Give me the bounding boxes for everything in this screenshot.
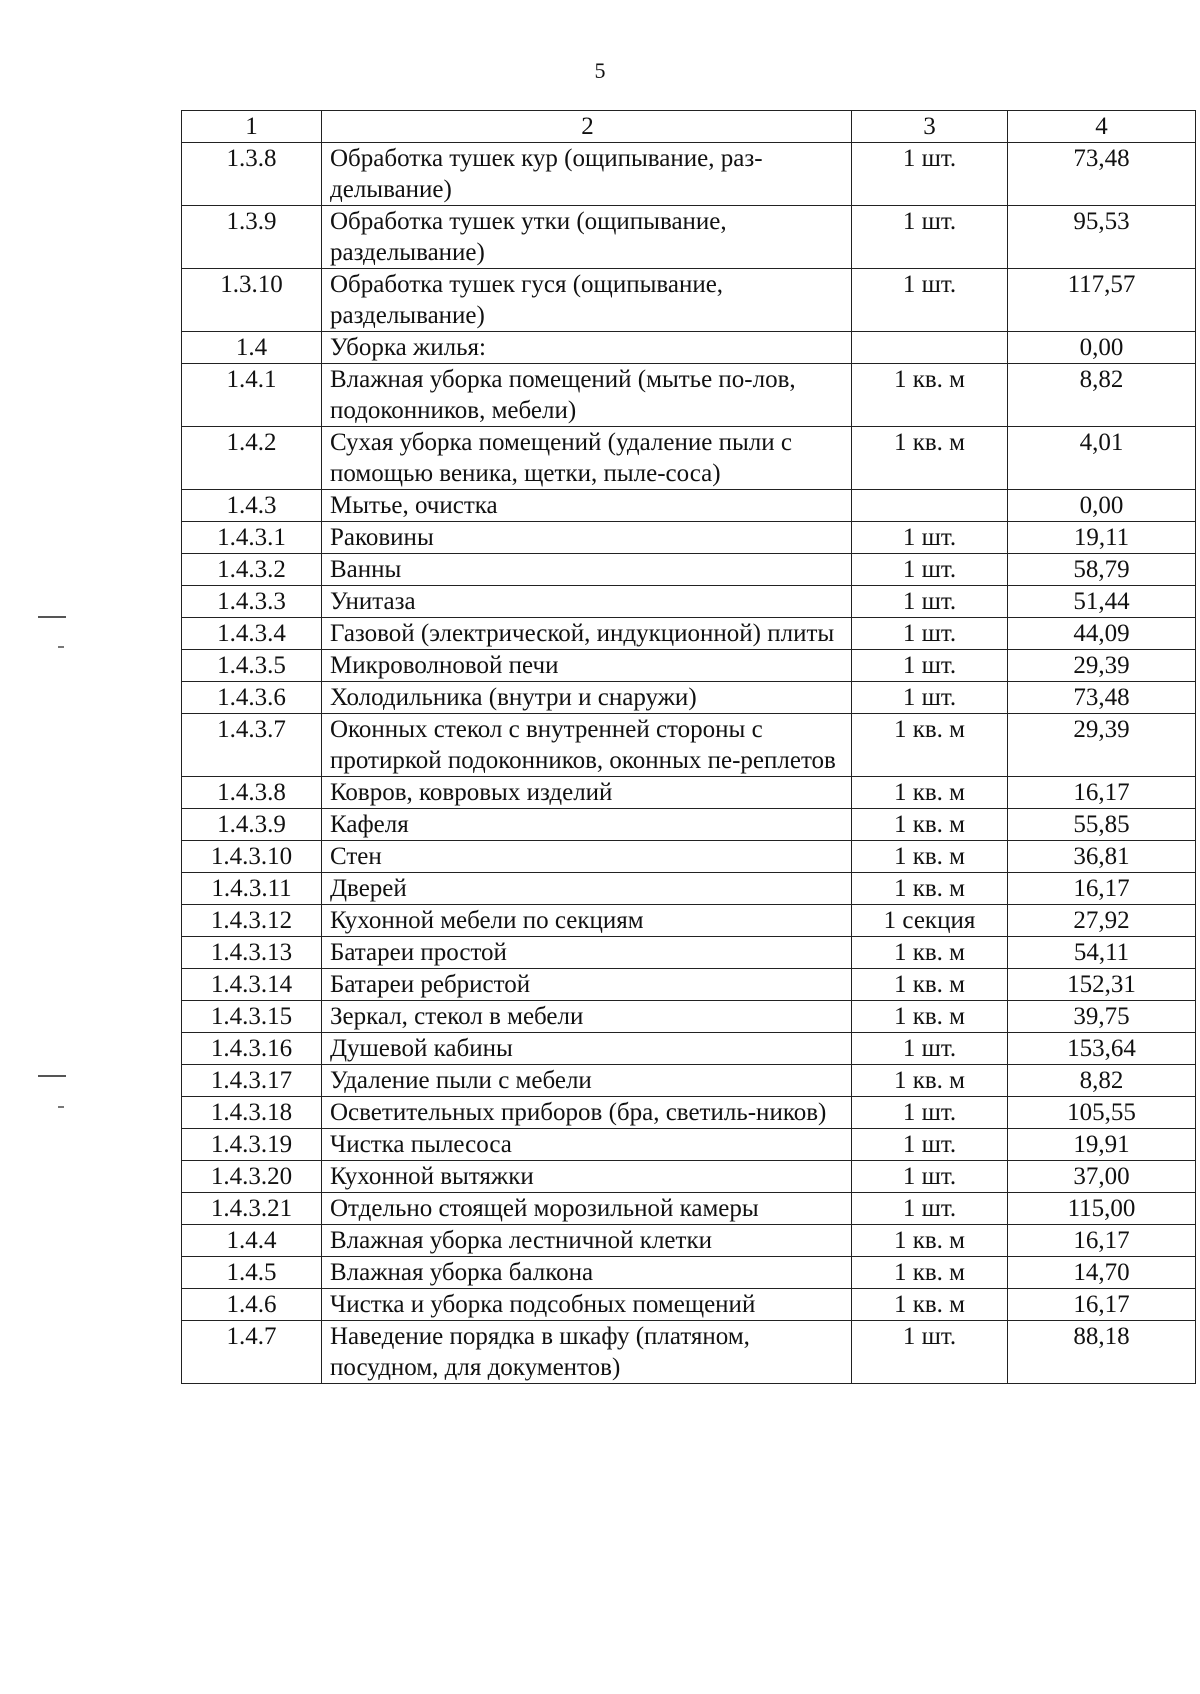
- header-col-unit: 3: [852, 111, 1008, 143]
- row-unit: 1 кв. м: [852, 841, 1008, 873]
- row-price: 73,48: [1008, 682, 1196, 714]
- table-row: [182, 554, 1196, 586]
- row-price: 16,17: [1008, 1289, 1196, 1321]
- table-row: [182, 522, 1196, 554]
- table-row: [182, 714, 1196, 777]
- row-code: 1.4.3.1: [182, 522, 322, 554]
- row-service-name: Влажная уборка балкона: [322, 1257, 852, 1289]
- row-price: 58,79: [1008, 554, 1196, 586]
- row-service-name: Газовой (электрической, индукционной) плиты: [322, 618, 852, 650]
- row-code: 1.4.3.10: [182, 841, 322, 873]
- row-unit: 1 шт.: [852, 1033, 1008, 1065]
- row-code: 1.4.6: [182, 1289, 322, 1321]
- row-service-name: Обработка тушек кур (ощипывание, раз-делывание): [322, 143, 852, 206]
- row-unit: 1 кв. м: [852, 873, 1008, 905]
- table-row: [182, 586, 1196, 618]
- row-service-name: Дверей: [322, 873, 852, 905]
- row-price: 152,31: [1008, 969, 1196, 1001]
- row-unit: 1 шт.: [852, 1129, 1008, 1161]
- table-row: [182, 650, 1196, 682]
- table-row: [182, 1161, 1196, 1193]
- scan-margin-mark: [38, 1075, 66, 1077]
- row-service-name: Кухонной мебели по секциям: [322, 905, 852, 937]
- table-row: [182, 206, 1196, 269]
- table-row: [182, 841, 1196, 873]
- table-row: [182, 1321, 1196, 1384]
- row-price: 16,17: [1008, 1225, 1196, 1257]
- table-row: [182, 809, 1196, 841]
- row-unit: 1 кв. м: [852, 1065, 1008, 1097]
- row-service-name: Сухая уборка помещений (удаление пыли с помощью веника, щетки, пыле-соса): [322, 427, 852, 490]
- row-unit: [852, 332, 1008, 364]
- row-service-name: Батареи простой: [322, 937, 852, 969]
- row-code: 1.4.3.15: [182, 1001, 322, 1033]
- row-code: 1.4.3.18: [182, 1097, 322, 1129]
- row-price: 39,75: [1008, 1001, 1196, 1033]
- row-code: 1.4.3.5: [182, 650, 322, 682]
- table-row: [182, 873, 1196, 905]
- row-price: 8,82: [1008, 364, 1196, 427]
- row-price: 44,09: [1008, 618, 1196, 650]
- row-unit: 1 шт.: [852, 682, 1008, 714]
- table-row: [182, 1193, 1196, 1225]
- row-code: 1.4.3.17: [182, 1065, 322, 1097]
- table-row: [182, 682, 1196, 714]
- table-row: [182, 1129, 1196, 1161]
- row-price: 29,39: [1008, 714, 1196, 777]
- row-unit: 1 шт.: [852, 143, 1008, 206]
- row-code: 1.4.2: [182, 427, 322, 490]
- scan-margin-mark: [58, 1106, 64, 1108]
- row-price: 27,92: [1008, 905, 1196, 937]
- row-unit: [852, 490, 1008, 522]
- row-code: 1.4.3.11: [182, 873, 322, 905]
- row-price: 37,00: [1008, 1161, 1196, 1193]
- row-code: 1.4.3.14: [182, 969, 322, 1001]
- row-unit: 1 кв. м: [852, 1001, 1008, 1033]
- table-row: [182, 777, 1196, 809]
- row-service-name: Отдельно стоящей морозильной камеры: [322, 1193, 852, 1225]
- row-code: 1.4: [182, 332, 322, 364]
- row-service-name: Влажная уборка лестничной клетки: [322, 1225, 852, 1257]
- row-code: 1.4.3.20: [182, 1161, 322, 1193]
- row-code: 1.4.3.9: [182, 809, 322, 841]
- row-service-name: Обработка тушек гуся (ощипывание, разделывание): [322, 269, 852, 332]
- row-unit: 1 кв. м: [852, 969, 1008, 1001]
- row-code: 1.4.7: [182, 1321, 322, 1384]
- row-unit: 1 кв. м: [852, 777, 1008, 809]
- scan-margin-mark: [38, 616, 66, 618]
- row-service-name: Холодильника (внутри и снаружи): [322, 682, 852, 714]
- row-code: 1.4.4: [182, 1225, 322, 1257]
- row-service-name: Микроволновой печи: [322, 650, 852, 682]
- row-service-name: Ванны: [322, 554, 852, 586]
- row-unit: 1 кв. м: [852, 427, 1008, 490]
- row-service-name: Чистка и уборка подсобных помещений: [322, 1289, 852, 1321]
- table-row: [182, 1225, 1196, 1257]
- row-price: 14,70: [1008, 1257, 1196, 1289]
- row-code: 1.4.3.3: [182, 586, 322, 618]
- row-unit: 1 шт.: [852, 1161, 1008, 1193]
- row-code: 1.4.3.21: [182, 1193, 322, 1225]
- row-unit: 1 шт.: [852, 522, 1008, 554]
- row-price: 19,91: [1008, 1129, 1196, 1161]
- row-service-name: Батареи ребристой: [322, 969, 852, 1001]
- row-price: 36,81: [1008, 841, 1196, 873]
- row-price: 95,53: [1008, 206, 1196, 269]
- row-price: 88,18: [1008, 1321, 1196, 1384]
- row-code: 1.4.3.19: [182, 1129, 322, 1161]
- table-row: [182, 1001, 1196, 1033]
- row-unit: 1 кв. м: [852, 364, 1008, 427]
- row-code: 1.4.1: [182, 364, 322, 427]
- table-row: [182, 1257, 1196, 1289]
- row-price: 54,11: [1008, 937, 1196, 969]
- row-code: 1.4.3: [182, 490, 322, 522]
- row-service-name: Кафеля: [322, 809, 852, 841]
- table-row: [182, 618, 1196, 650]
- table-row: [182, 937, 1196, 969]
- row-code: 1.4.3.6: [182, 682, 322, 714]
- row-service-name: Кухонной вытяжки: [322, 1161, 852, 1193]
- row-price: 4,01: [1008, 427, 1196, 490]
- row-unit: 1 шт.: [852, 1321, 1008, 1384]
- row-unit: 1 кв. м: [852, 714, 1008, 777]
- row-unit: 1 кв. м: [852, 1257, 1008, 1289]
- row-price: 105,55: [1008, 1097, 1196, 1129]
- table-row: [182, 1097, 1196, 1129]
- page-number: 5: [594, 58, 606, 83]
- row-price: 8,82: [1008, 1065, 1196, 1097]
- row-service-name: Осветительных приборов (бра, светиль-ников): [322, 1097, 852, 1129]
- table-row: [182, 969, 1196, 1001]
- row-code: 1.4.3.7: [182, 714, 322, 777]
- table-row: [182, 269, 1196, 332]
- table-row: [182, 905, 1196, 937]
- row-price: 16,17: [1008, 777, 1196, 809]
- row-price: 29,39: [1008, 650, 1196, 682]
- table-row: [182, 1065, 1196, 1097]
- row-service-name: Стен: [322, 841, 852, 873]
- row-unit: 1 шт.: [852, 1097, 1008, 1129]
- row-code: 1.4.3.2: [182, 554, 322, 586]
- row-unit: 1 секция: [852, 905, 1008, 937]
- row-service-name: Чистка пылесоса: [322, 1129, 852, 1161]
- row-unit: 1 шт.: [852, 618, 1008, 650]
- row-code: 1.4.3.12: [182, 905, 322, 937]
- row-service-name: Обработка тушек утки (ощипывание, разделывание): [322, 206, 852, 269]
- header-col-name: 2: [322, 111, 852, 143]
- header-col-code: 1: [182, 111, 322, 143]
- row-service-name: Зеркал, стекол в мебели: [322, 1001, 852, 1033]
- table-row: [182, 490, 1196, 522]
- row-price: 115,00: [1008, 1193, 1196, 1225]
- row-price: 16,17: [1008, 873, 1196, 905]
- row-unit: 1 кв. м: [852, 1225, 1008, 1257]
- row-service-name: Наведение порядка в шкафу (платяном, посудном, для документов): [322, 1321, 852, 1384]
- row-service-name: Удаление пыли с мебели: [322, 1065, 852, 1097]
- table-row: [182, 1289, 1196, 1321]
- table-row: [182, 332, 1196, 364]
- tariff-table: [181, 110, 1196, 1384]
- row-unit: 1 кв. м: [852, 809, 1008, 841]
- table-row: [182, 1033, 1196, 1065]
- header-col-price: 4: [1008, 111, 1196, 143]
- row-code: 1.4.5: [182, 1257, 322, 1289]
- row-unit: 1 шт.: [852, 554, 1008, 586]
- row-code: 1.4.3.13: [182, 937, 322, 969]
- table-header-row: [182, 111, 1196, 143]
- row-price: 0,00: [1008, 490, 1196, 522]
- scan-margin-mark: [58, 646, 64, 648]
- row-service-name: Раковины: [322, 522, 852, 554]
- row-code: 1.3.10: [182, 269, 322, 332]
- row-service-name: Уборка жилья:: [322, 332, 852, 364]
- row-service-name: Оконных стекол с внутренней стороны с протиркой подоконников, оконных пе-реплетов: [322, 714, 852, 777]
- row-code: 1.3.8: [182, 143, 322, 206]
- row-service-name: Влажная уборка помещений (мытье по-лов, подоконников, мебели): [322, 364, 852, 427]
- row-unit: 1 шт.: [852, 650, 1008, 682]
- row-code: 1.4.3.16: [182, 1033, 322, 1065]
- table-row: [182, 427, 1196, 490]
- table-row: [182, 364, 1196, 427]
- row-code: 1.3.9: [182, 206, 322, 269]
- row-unit: 1 кв. м: [852, 1289, 1008, 1321]
- row-price: 73,48: [1008, 143, 1196, 206]
- row-service-name: Душевой кабины: [322, 1033, 852, 1065]
- row-code: 1.4.3.4: [182, 618, 322, 650]
- row-unit: 1 кв. м: [852, 937, 1008, 969]
- row-code: 1.4.3.8: [182, 777, 322, 809]
- table-row: [182, 143, 1196, 206]
- row-service-name: Мытье, очистка: [322, 490, 852, 522]
- row-price: 51,44: [1008, 586, 1196, 618]
- row-unit: 1 шт.: [852, 586, 1008, 618]
- row-service-name: Унитаза: [322, 586, 852, 618]
- row-unit: 1 шт.: [852, 206, 1008, 269]
- row-service-name: Ковров, ковровых изделий: [322, 777, 852, 809]
- row-price: 55,85: [1008, 809, 1196, 841]
- row-price: 153,64: [1008, 1033, 1196, 1065]
- row-price: 19,11: [1008, 522, 1196, 554]
- row-unit: 1 шт.: [852, 1193, 1008, 1225]
- row-price: 0,00: [1008, 332, 1196, 364]
- row-price: 117,57: [1008, 269, 1196, 332]
- row-unit: 1 шт.: [852, 269, 1008, 332]
